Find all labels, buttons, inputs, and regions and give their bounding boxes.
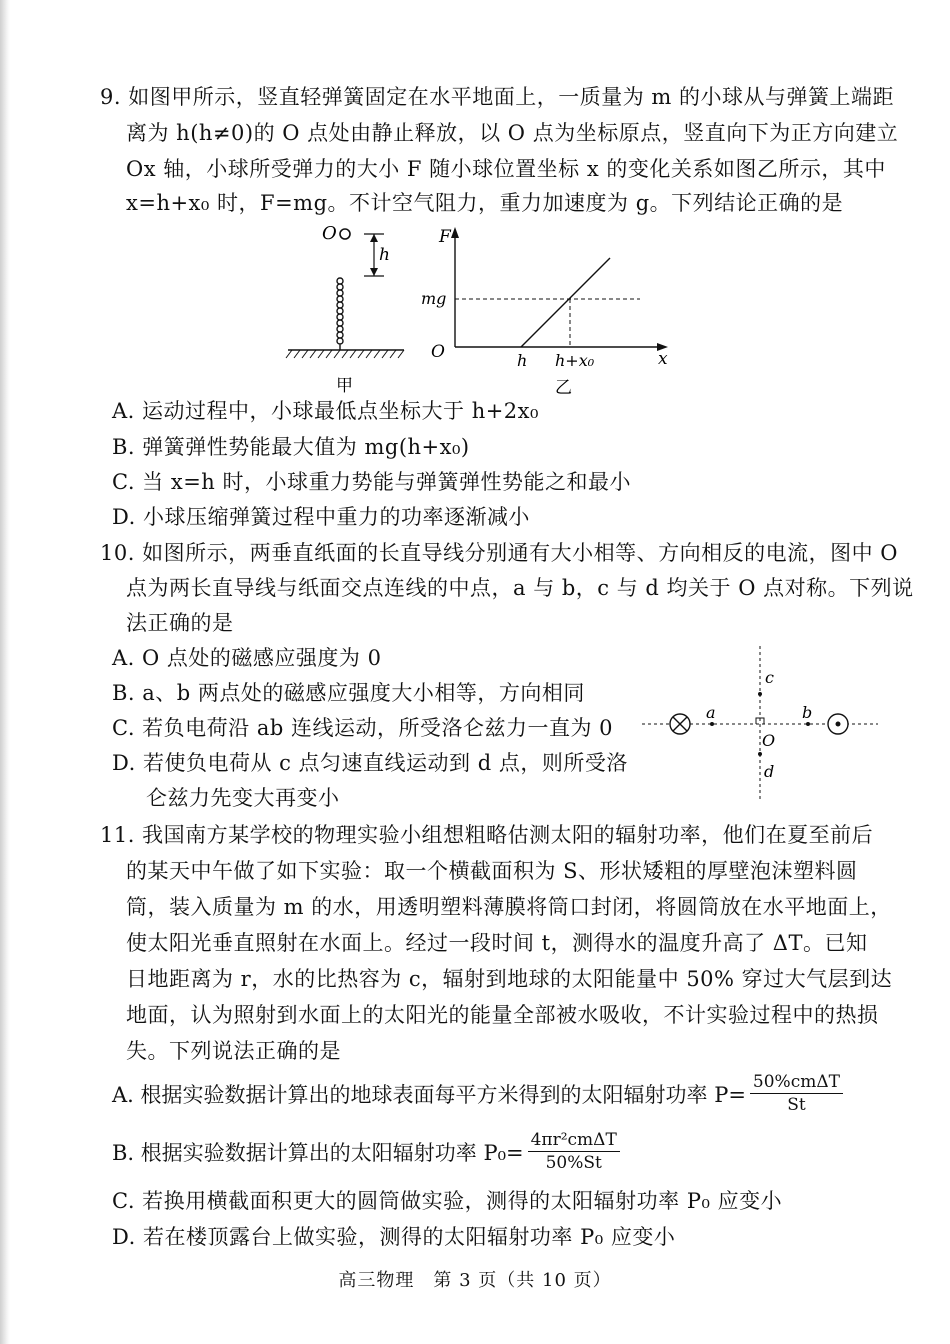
q10-label-c: c [765, 668, 774, 687]
q10-line-3: 法正确的是 [126, 611, 234, 635]
q11-option-a-text: A. 根据实验数据计算出的地球表面每平方米得到的太阳辐射功率 P= [112, 1082, 746, 1107]
q11-option-a [112, 1072, 843, 1115]
q11-option-b [112, 1130, 620, 1173]
q10-line-1: 10. 如图所示，两垂直纸面的长直导线分别通有大小相等、方向相反的电流，图中 O [100, 541, 898, 565]
q10-label-o: O [762, 731, 776, 750]
q9-yi-caption: 乙 [555, 378, 572, 398]
q9-line-4: x=h+x₀ 时，F=mg。不计空气阻力，重力加速度为 g。下列结论正确的是 [126, 191, 844, 215]
q9-option-a: A. 运动过程中，小球最低点坐标大于 h+2x₀ [112, 399, 539, 423]
q9-jia-ball [340, 229, 350, 239]
q10-line-2: 点为两长直导线与纸面交点连线的中点，a 与 b，c 与 d 均关于 O 点对称。下列说 [126, 576, 914, 600]
q10-option-d: D. 若使负电荷从 c 点匀速直线运动到 d 点，则所受洛 [112, 751, 628, 775]
q9-figure-yi [415, 222, 675, 402]
q9-yi-h-tick: h [517, 351, 528, 370]
q11-line-7: 失。下列说法正确的是 [126, 1039, 341, 1063]
q11-option-b-numerator: 4πr²cmΔT [528, 1130, 620, 1152]
q9-yi-force-line [521, 258, 610, 347]
q11-option-c: C. 若换用横截面积更大的圆筒做实验，测得的太阳辐射功率 P₀ 应变小 [112, 1189, 783, 1213]
q11-option-b-text: B. 根据实验数据计算出的太阳辐射功率 P₀= [112, 1140, 524, 1165]
q10-option-b: B. a、b 两点处的磁感应强度大小相等，方向相同 [112, 681, 585, 705]
q9-line-1: 9. 如图甲所示，竖直轻弹簧固定在水平地面上，一质量为 m 的小球从与弹簧上端距 [100, 85, 894, 109]
q11-line-1: 11. 我国南方某学校的物理实验小组想粗略估测太阳的辐射功率，他们在夏至前后 [100, 823, 874, 847]
q10-label-d: d [764, 762, 775, 781]
q11-line-6: 地面，认为照射到水面上的太阳光的能量全部被水吸收，不计实验过程中的热损 [126, 1003, 879, 1027]
q10-label-a: a [706, 703, 716, 722]
q9-line-3: Ox 轴，小球所受弹力的大小 F 随小球位置坐标 x 的变化关系如图乙所示，其中 [126, 157, 886, 181]
q10-option-d-cont: 仑兹力先变大再变小 [146, 786, 340, 810]
q9-jia-spring [337, 278, 343, 350]
q10-wire-out-of-page-icon [828, 714, 848, 734]
q9-jia-caption: 甲 [336, 376, 353, 396]
q11-option-d: D. 若在楼顶露台上做实验，测得的太阳辐射功率 P₀ 应变小 [112, 1225, 676, 1249]
q11-option-a-fraction [750, 1072, 843, 1115]
q10-point-a [710, 722, 714, 726]
q9-figure-jia [280, 222, 420, 402]
q9-jia-h-label: h [379, 245, 390, 265]
q11-option-b-denominator: 50%St [545, 1153, 602, 1173]
q10-option-c: C. 若负电荷沿 ab 连线运动，所受洛仑兹力一直为 0 [112, 716, 614, 740]
q9-yi-mg-label: mg [421, 289, 447, 308]
page-binding-shadow [0, 0, 10, 1344]
q10-figure [640, 642, 880, 802]
q10-point-b [806, 722, 810, 726]
q9-option-d: D. 小球压缩弹簧过程中重力的功率逐渐减小 [112, 505, 530, 529]
q9-yi-hx0-tick: h+x₀ [555, 351, 595, 370]
page-footer: 高三物理 第 3 页（共 10 页） [338, 1270, 612, 1291]
q10-point-d [758, 752, 762, 756]
q9-yi-f-label: F [439, 227, 451, 247]
q10-wire-into-page-icon [670, 714, 690, 734]
q9-option-c: C. 当 x=h 时，小球重力势能与弹簧弹性势能之和最小 [112, 470, 631, 494]
q9-option-b: B. 弹簧弹性势能最大值为 mg(h+x₀) [112, 435, 470, 459]
q11-option-a-denominator: St [787, 1095, 806, 1115]
q11-line-4: 使太阳光垂直照射在水面上。经过一段时间 t，测得水的温度升高了 ΔT。已知 [126, 931, 868, 955]
q11-line-2: 的某天中午做了如下实验：取一个横截面积为 S、形状矮粗的厚壁泡沫塑料圆 [126, 859, 858, 883]
q9-jia-o-label: O [322, 223, 337, 244]
q10-label-b: b [802, 703, 813, 722]
q11-line-5: 日地距离为 r，水的比热容为 c，辐射到地球的太阳能量中 50% 穿过大气层到达 [126, 967, 893, 991]
q11-option-a-numerator: 50%cmΔT [750, 1072, 843, 1094]
q9-yi-origin-label: O [431, 342, 445, 362]
q9-line-2: 离为 h(h≠0)的 O 点处由静止释放，以 O 点为坐标原点，竖直向下为正方向建立 [126, 121, 899, 145]
q11-option-b-fraction [528, 1130, 620, 1173]
q9-yi-x-label: x [658, 349, 668, 369]
q10-point-c [758, 692, 762, 696]
q11-line-3: 筒，装入质量为 m 的水，用透明塑料薄膜将筒口封闭，将圆筒放在水平地面上， [126, 895, 892, 919]
q10-option-a: A. O 点处的磁感应强度为 0 [112, 646, 382, 670]
